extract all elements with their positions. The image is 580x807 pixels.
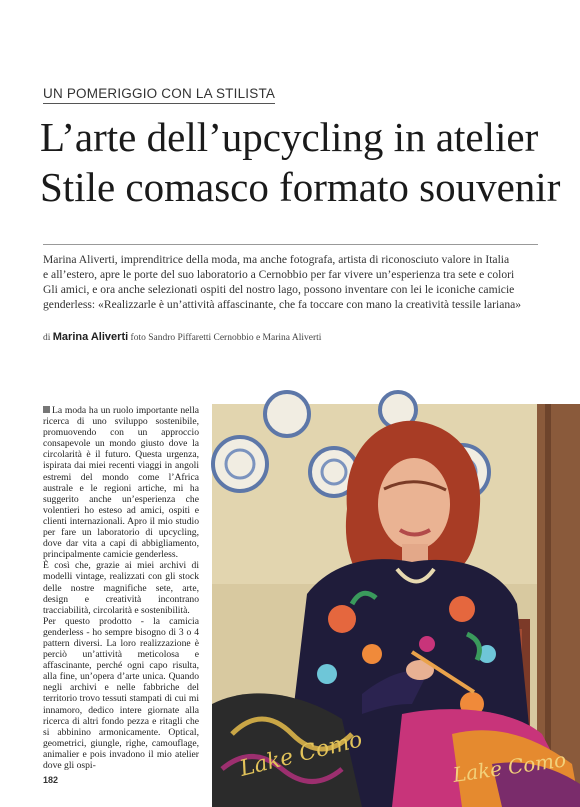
article-body (43, 405, 199, 771)
article-title (40, 112, 560, 212)
fabric-signature-left: Lake Como (237, 727, 365, 782)
article-lead (43, 252, 543, 312)
page-number: 182 (43, 775, 59, 785)
byline (43, 331, 321, 343)
section-kicker: UN POMERIGGIO CON LA STILISTA (43, 86, 275, 104)
wall-plate (213, 437, 267, 491)
title-line-1: L’arte dell’upcycling in atelier (40, 114, 539, 160)
body-paragraph (43, 405, 199, 560)
body-paragraph-text: La moda ha un ruolo importante nella ricerca di uno sviluppo sostenibile, promuovendo con un approccio consapevole un mondo giusto dove la circolarità è il futuro. Questa urgenza, ispirata dai miei recenti viaggi in angoli estremi del mondo come l’Africa australe e le regioni artiche, mi ha suggerito anche un’esperienza che volentieri ho esteso ad amici, ospiti e clienti internazionali. Apro il mio studio per fare un laboratorio di upcycling, dove dar vita a capi di abbigliamento, principalmente camicie genderless. (43, 405, 199, 561)
lead-line: e all’estero, apre le porte del suo laboratorio a Cernobbio per far vivere un’esperienza tra sete e colori (43, 268, 515, 281)
byline-author: Marina Aliverti (52, 331, 129, 343)
title-line-2: Stile comasco formato souvenir (40, 164, 561, 210)
paragraph-marker-icon (43, 406, 50, 413)
photo-credit: foto Sandro Piffaretti Cernobbio e Marina Aliverti (130, 333, 322, 343)
lead-line: genderless: «Realizzarle è un’attività affascinante, che fa toccare con mano la creatività tessile lariana» (43, 298, 522, 311)
title-divider (43, 244, 538, 245)
lead-line: Marina Aliverti, imprenditrice della moda, ma anche fotografa, artista di riconosciuto valore in Italia (43, 253, 510, 266)
fabric-signature-right: Lake Como (451, 747, 568, 787)
portrait-photo (212, 404, 580, 807)
byline-prefix: di (43, 333, 51, 343)
lead-line: Gli amici, e ora anche selezionati ospiti del nostro lago, possono inventare con lei le iconiche camicie (43, 283, 515, 296)
body-paragraph: È così che, grazie ai miei archivi di modelli vintage, realizzati con gli stock delle nostre magnifiche sete, arte, design e creatività incontrano tracciabilità, circolarità e sostenibilità. (43, 560, 199, 616)
body-paragraph: Per questo prodotto - la camicia genderless - ho sempre bisogno di 3 o 4 pattern diversi. La loro realizzazione è perciò un’attività meticolosa e affascinante, perché ogni capo risulta, alla fine, un’opera d’arte unica. Quando negli archivi e nelle fabbriche del territorio trovo tessuti stampati di cui mi innamoro, dedico intere giornate alla ricerca di altri fondo pezza e ritagli che si abbinino armonicamente. Optical, geometrici, giungle, righe, camouflage, animalier e pois invadono il mio atelier dove gli ospi- (43, 615, 199, 771)
wall-plate (265, 392, 309, 436)
